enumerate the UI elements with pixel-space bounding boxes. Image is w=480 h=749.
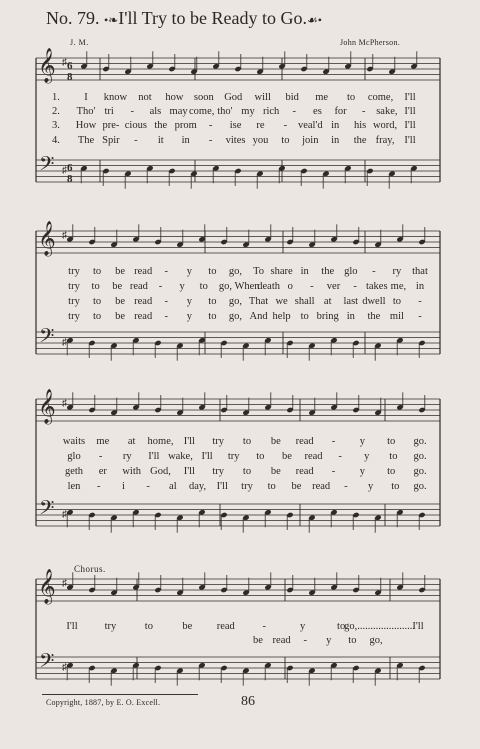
lyric-syllable: me: [96, 436, 110, 447]
lyric-syllable: I'll: [183, 466, 195, 477]
lyric-syllable: the: [353, 135, 367, 146]
lyric-syllable: try: [212, 436, 224, 447]
lyric-syllable: God,: [150, 466, 171, 477]
lyric-syllable: bid: [285, 92, 299, 103]
lyric-syllable: ise: [229, 120, 242, 131]
ornament-left-icon: •❧: [104, 13, 119, 27]
verse-number: 2.: [52, 106, 60, 117]
lyric-syllable: to: [267, 481, 276, 492]
lyric-syllable: to: [199, 281, 208, 292]
lyric-syllable: we: [275, 296, 288, 307]
lyric-syllable: -: [338, 451, 342, 462]
lyric-syllable: to: [387, 466, 396, 477]
copyright-notice: Copyright, 1887, by E. O. Excell.: [46, 698, 161, 707]
verse-line: [0, 451, 480, 464]
lyric-syllable: I'll: [148, 451, 160, 462]
lyric-syllable: how: [165, 92, 184, 103]
lyric-syllable: re: [256, 120, 265, 131]
lyric-syllable: to: [392, 296, 402, 307]
footer-rule: [42, 694, 198, 695]
author-credit: J. M.: [70, 38, 89, 47]
lyric-syllable: I'll: [404, 92, 416, 103]
lyric-syllable: I'll: [412, 621, 424, 632]
lyric-syllable: go,: [228, 266, 243, 277]
verse-line: [0, 120, 480, 133]
lyric-syllable: -: [283, 120, 288, 131]
lyric-syllable: be: [281, 451, 292, 462]
lyric-syllable: may: [169, 106, 188, 117]
treble-clef-icon: 𝄞: [38, 569, 56, 604]
lyric-syllable: to: [387, 436, 396, 447]
lyric-syllable: go,: [228, 311, 243, 322]
chorus-line: [0, 621, 480, 634]
lyric-syllable: read: [129, 281, 148, 292]
lyric-syllable: I'll: [201, 451, 213, 462]
lyric-syllable: be: [182, 621, 193, 632]
sharp-icon: ♯: [62, 509, 67, 520]
verse-line: [0, 481, 480, 494]
lyric-syllable: -: [164, 311, 169, 322]
lyric-syllable: try: [241, 481, 253, 492]
lyric-syllable: read: [295, 466, 314, 477]
lyric-syllable: y: [367, 481, 374, 492]
lyric-syllable: bring: [316, 311, 339, 322]
lyric-syllable: to: [346, 92, 356, 103]
lyric-syllable: -: [158, 281, 163, 292]
bass-clef-icon: 𝄢: [39, 496, 55, 524]
lyric-syllable: sake,: [376, 106, 398, 117]
sharp-icon: ♯: [62, 398, 67, 409]
lyric-syllable: in: [331, 135, 340, 146]
lyric-syllable: to: [348, 635, 357, 646]
verse-line: [0, 311, 480, 324]
lyric-syllable: be: [115, 266, 126, 277]
lyric-syllable: at: [127, 436, 136, 447]
lyric-syllable: glo: [67, 451, 81, 462]
lyric-syllable: The: [77, 135, 95, 146]
lyric-syllable: the: [321, 266, 335, 277]
chorus-bass-line: [0, 635, 480, 648]
verse-line: [0, 296, 480, 309]
lyric-syllable: veal'd: [297, 120, 323, 131]
lyric-syllable: prom: [174, 120, 197, 131]
lyric-syllable: ry: [122, 451, 132, 462]
verse-number: 1.: [52, 92, 60, 103]
lyric-syllable: try: [68, 296, 80, 307]
lyric-syllable: And: [249, 311, 268, 322]
lyric-syllable: go,: [218, 281, 232, 292]
lyric-syllable: How: [75, 120, 97, 131]
lyric-syllable: y: [186, 311, 192, 322]
lyric-syllable: to: [92, 266, 102, 277]
lyric-syllable: death: [257, 281, 280, 292]
lyric-syllable: len: [67, 481, 81, 492]
lyric-syllable: fray,: [375, 135, 395, 146]
lyric-syllable: ver: [326, 281, 341, 292]
lyric-syllable: to: [389, 451, 398, 462]
lyric-syllable: to: [208, 296, 217, 307]
lyric-syllable: read: [295, 436, 314, 447]
time-signature: 6: [67, 60, 73, 72]
bass-clef-icon: 𝄢: [39, 152, 55, 180]
lyric-syllable: i: [121, 481, 125, 492]
lyric-syllable: -: [262, 621, 266, 632]
lyric-syllable: read: [312, 481, 331, 492]
lyric-syllable: go,......................: [344, 621, 415, 632]
lyric-syllable: to: [144, 621, 153, 632]
lyric-syllable: y: [179, 281, 185, 292]
lyric-syllable: glo: [344, 266, 358, 277]
lyric-syllable: -: [146, 481, 150, 492]
verse-line: [0, 436, 480, 449]
lyric-syllable: be: [270, 466, 281, 477]
lyric-syllable: me,: [390, 281, 407, 292]
lyric-syllable: read: [134, 311, 153, 322]
lyric-syllable: to: [242, 466, 252, 477]
sharp-icon: ♯: [62, 337, 67, 348]
lyric-syllable: er: [98, 466, 107, 477]
bass-clef-icon: 𝄢: [39, 649, 55, 677]
lyric-syllable: know: [103, 92, 128, 103]
lyric-syllable: y: [186, 266, 192, 277]
lyric-syllable: I'll: [216, 481, 228, 492]
lyric-syllable: -: [418, 311, 422, 322]
lyric-syllable: to: [337, 621, 346, 632]
lyric-syllable: -: [344, 481, 348, 492]
lyric-syllable: read: [134, 296, 153, 307]
sharp-icon: ♯: [62, 578, 67, 589]
lyric-syllable: to: [242, 436, 252, 447]
lyric-syllable: in: [181, 135, 190, 146]
sharp-icon: ♯: [62, 57, 67, 68]
lyric-syllable: -: [130, 106, 135, 117]
lyric-syllable: read: [272, 635, 291, 646]
lyric-syllable: Tho': [76, 106, 96, 117]
lyric-syllable: will: [254, 92, 271, 103]
lyric-syllable: day,: [189, 481, 207, 492]
lyric-syllable: I'll: [404, 106, 416, 117]
hymn-title-text: I'll Try to be Ready to Go.: [118, 8, 308, 28]
treble-clef-icon: 𝄞: [38, 221, 56, 256]
lyric-syllable: be: [115, 311, 126, 322]
lyric-syllable: y: [300, 621, 306, 632]
lyric-syllable: -: [164, 296, 169, 307]
lyric-syllable: -: [418, 296, 422, 307]
lyric-syllable: y: [364, 451, 370, 462]
lyric-syllable: share: [270, 266, 293, 277]
lyric-syllable: God: [224, 92, 243, 103]
lyric-syllable: try: [212, 466, 224, 477]
treble-clef-icon: 𝄞: [38, 48, 56, 83]
lyric-syllable: go.: [413, 436, 427, 447]
lyric-syllable: -: [98, 451, 103, 462]
lyric-syllable: read: [304, 451, 323, 462]
lyric-syllable: read: [134, 266, 153, 277]
lyric-syllable: me: [315, 92, 329, 103]
lyric-syllable: That: [248, 296, 269, 307]
lyric-syllable: in: [331, 120, 340, 131]
lyric-syllable: go,: [369, 635, 383, 646]
ornament-right-icon: ☙•: [307, 13, 322, 27]
verse-line: [0, 266, 480, 279]
lyric-syllable: for: [334, 106, 347, 117]
lyric-syllable: my: [241, 106, 255, 117]
lyric-syllable: I: [84, 92, 88, 103]
lyric-syllable: be: [115, 296, 126, 307]
time-signature: 8: [67, 173, 73, 185]
lyric-syllable: es: [313, 106, 322, 117]
lyric-syllable: his: [354, 120, 367, 131]
lyric-syllable: -: [134, 135, 138, 146]
lyric-syllable: to: [91, 281, 100, 292]
verse-number: 3.: [52, 120, 60, 131]
lyric-syllable: -: [361, 106, 366, 117]
page-number: 86: [241, 694, 255, 709]
sharp-icon: ♯: [62, 230, 67, 241]
verse-number: 4.: [52, 135, 60, 146]
lyric-syllable: the: [367, 311, 381, 322]
lyric-syllable: -: [96, 481, 101, 492]
verse-line: [0, 106, 480, 119]
lyric-syllable: pre-: [102, 120, 120, 131]
lyric-syllable: come,: [189, 106, 215, 117]
verse-line: [0, 281, 480, 294]
lyric-syllable: Spir: [102, 135, 120, 146]
lyric-syllable: geth: [64, 466, 84, 477]
lyric-syllable: takes: [365, 281, 388, 292]
verse-line: [0, 92, 480, 105]
lyric-syllable: it: [157, 135, 164, 146]
lyric-syllable: in: [346, 311, 355, 322]
lyric-syllable: -: [164, 266, 169, 277]
lyric-syllable: mil: [389, 311, 404, 322]
lyric-syllable: read: [216, 621, 235, 632]
bass-clef-icon: 𝄢: [39, 324, 55, 352]
lyric-syllable: -: [331, 466, 336, 477]
lyric-syllable: try: [68, 281, 80, 292]
lyric-syllable: -: [310, 281, 314, 292]
lyric-syllable: to: [391, 481, 400, 492]
lyric-syllable: be: [270, 436, 281, 447]
lyric-syllable: al: [169, 481, 177, 492]
lyric-syllable: -: [372, 266, 376, 277]
lyric-syllable: at: [323, 296, 332, 307]
lyric-syllable: go,: [228, 296, 243, 307]
lyric-syllable: tho': [217, 106, 233, 117]
lyric-syllable: -: [208, 135, 213, 146]
lyric-syllable: go.: [413, 451, 427, 462]
lyric-syllable: to: [256, 451, 265, 462]
lyric-syllable: soon: [193, 92, 214, 103]
lyric-syllable: to: [208, 311, 217, 322]
verse-line: [0, 466, 480, 479]
lyric-syllable: vites: [225, 135, 246, 146]
lyric-syllable: I'll: [404, 135, 416, 146]
lyric-syllable: with: [122, 466, 141, 477]
lyric-syllable: -: [331, 436, 336, 447]
lyric-syllable: wake,: [168, 451, 193, 462]
lyric-syllable: you: [252, 135, 269, 146]
lyric-syllable: be: [253, 635, 263, 646]
lyric-syllable: waits: [62, 436, 86, 447]
lyric-syllable: join: [302, 135, 319, 146]
sharp-icon: ♯: [62, 662, 67, 673]
lyric-syllable: be: [291, 481, 302, 492]
lyric-syllable: to: [300, 311, 309, 322]
lyric-syllable: I'll: [404, 120, 416, 131]
hymn-number: No. 79.: [46, 8, 100, 28]
lyric-syllable: try: [227, 451, 240, 462]
lyric-syllable: ry: [392, 266, 402, 277]
lyric-syllable: I'll: [183, 436, 195, 447]
lyric-syllable: be: [112, 281, 123, 292]
time-signature: 8: [67, 71, 73, 83]
lyric-syllable: try: [104, 621, 117, 632]
lyric-syllable: shall: [294, 296, 315, 307]
lyric-syllable: come,: [367, 92, 394, 103]
lyric-syllable: go.: [413, 481, 427, 492]
lyric-syllable: to: [281, 135, 290, 146]
lyric-syllable: try: [68, 311, 80, 322]
lyric-syllable: y: [186, 296, 192, 307]
lyric-syllable: to: [92, 311, 102, 322]
lyric-syllable: rich: [262, 106, 280, 117]
lyric-syllable: word,: [372, 120, 398, 131]
lyric-syllable: -: [292, 106, 297, 117]
lyric-syllable: o: [287, 281, 293, 292]
lyric-syllable: y: [359, 466, 365, 477]
time-signature: 6: [67, 162, 73, 174]
lyric-syllable: y: [359, 436, 365, 447]
lyric-syllable: go.: [413, 466, 427, 477]
lyric-syllable: -: [353, 281, 357, 292]
lyric-syllable: -: [208, 120, 213, 131]
lyric-syllable: in: [300, 266, 309, 277]
lyric-syllable: to: [208, 266, 217, 277]
lyric-syllable: I'll: [66, 621, 78, 632]
lyric-syllable: als: [149, 106, 162, 117]
lyric-syllable: To: [253, 266, 264, 277]
chorus-label: Chorus.: [74, 564, 106, 574]
lyric-syllable: y: [326, 635, 332, 646]
lyric-syllable: last: [343, 296, 359, 307]
treble-clef-icon: 𝄞: [38, 389, 56, 424]
lyric-syllable: in: [415, 281, 425, 292]
lyric-syllable: to: [92, 296, 102, 307]
lyric-syllable: home,: [147, 436, 174, 447]
lyric-syllable: not: [138, 92, 152, 103]
sharp-icon: ♯: [62, 165, 67, 176]
lyric-syllable: dwell: [362, 296, 386, 307]
lyric-syllable: When: [234, 281, 260, 292]
lyric-syllable: tri: [104, 106, 114, 117]
lyric-syllable: help: [272, 311, 291, 322]
lyric-syllable: try: [68, 266, 80, 277]
lyric-syllable: that: [412, 266, 428, 277]
verse-line: [0, 135, 480, 148]
composer-credit: John McPherson.: [340, 38, 401, 47]
lyric-syllable: -: [303, 635, 307, 646]
lyric-syllable: cious: [124, 120, 147, 131]
lyric-syllable: the: [154, 120, 168, 131]
